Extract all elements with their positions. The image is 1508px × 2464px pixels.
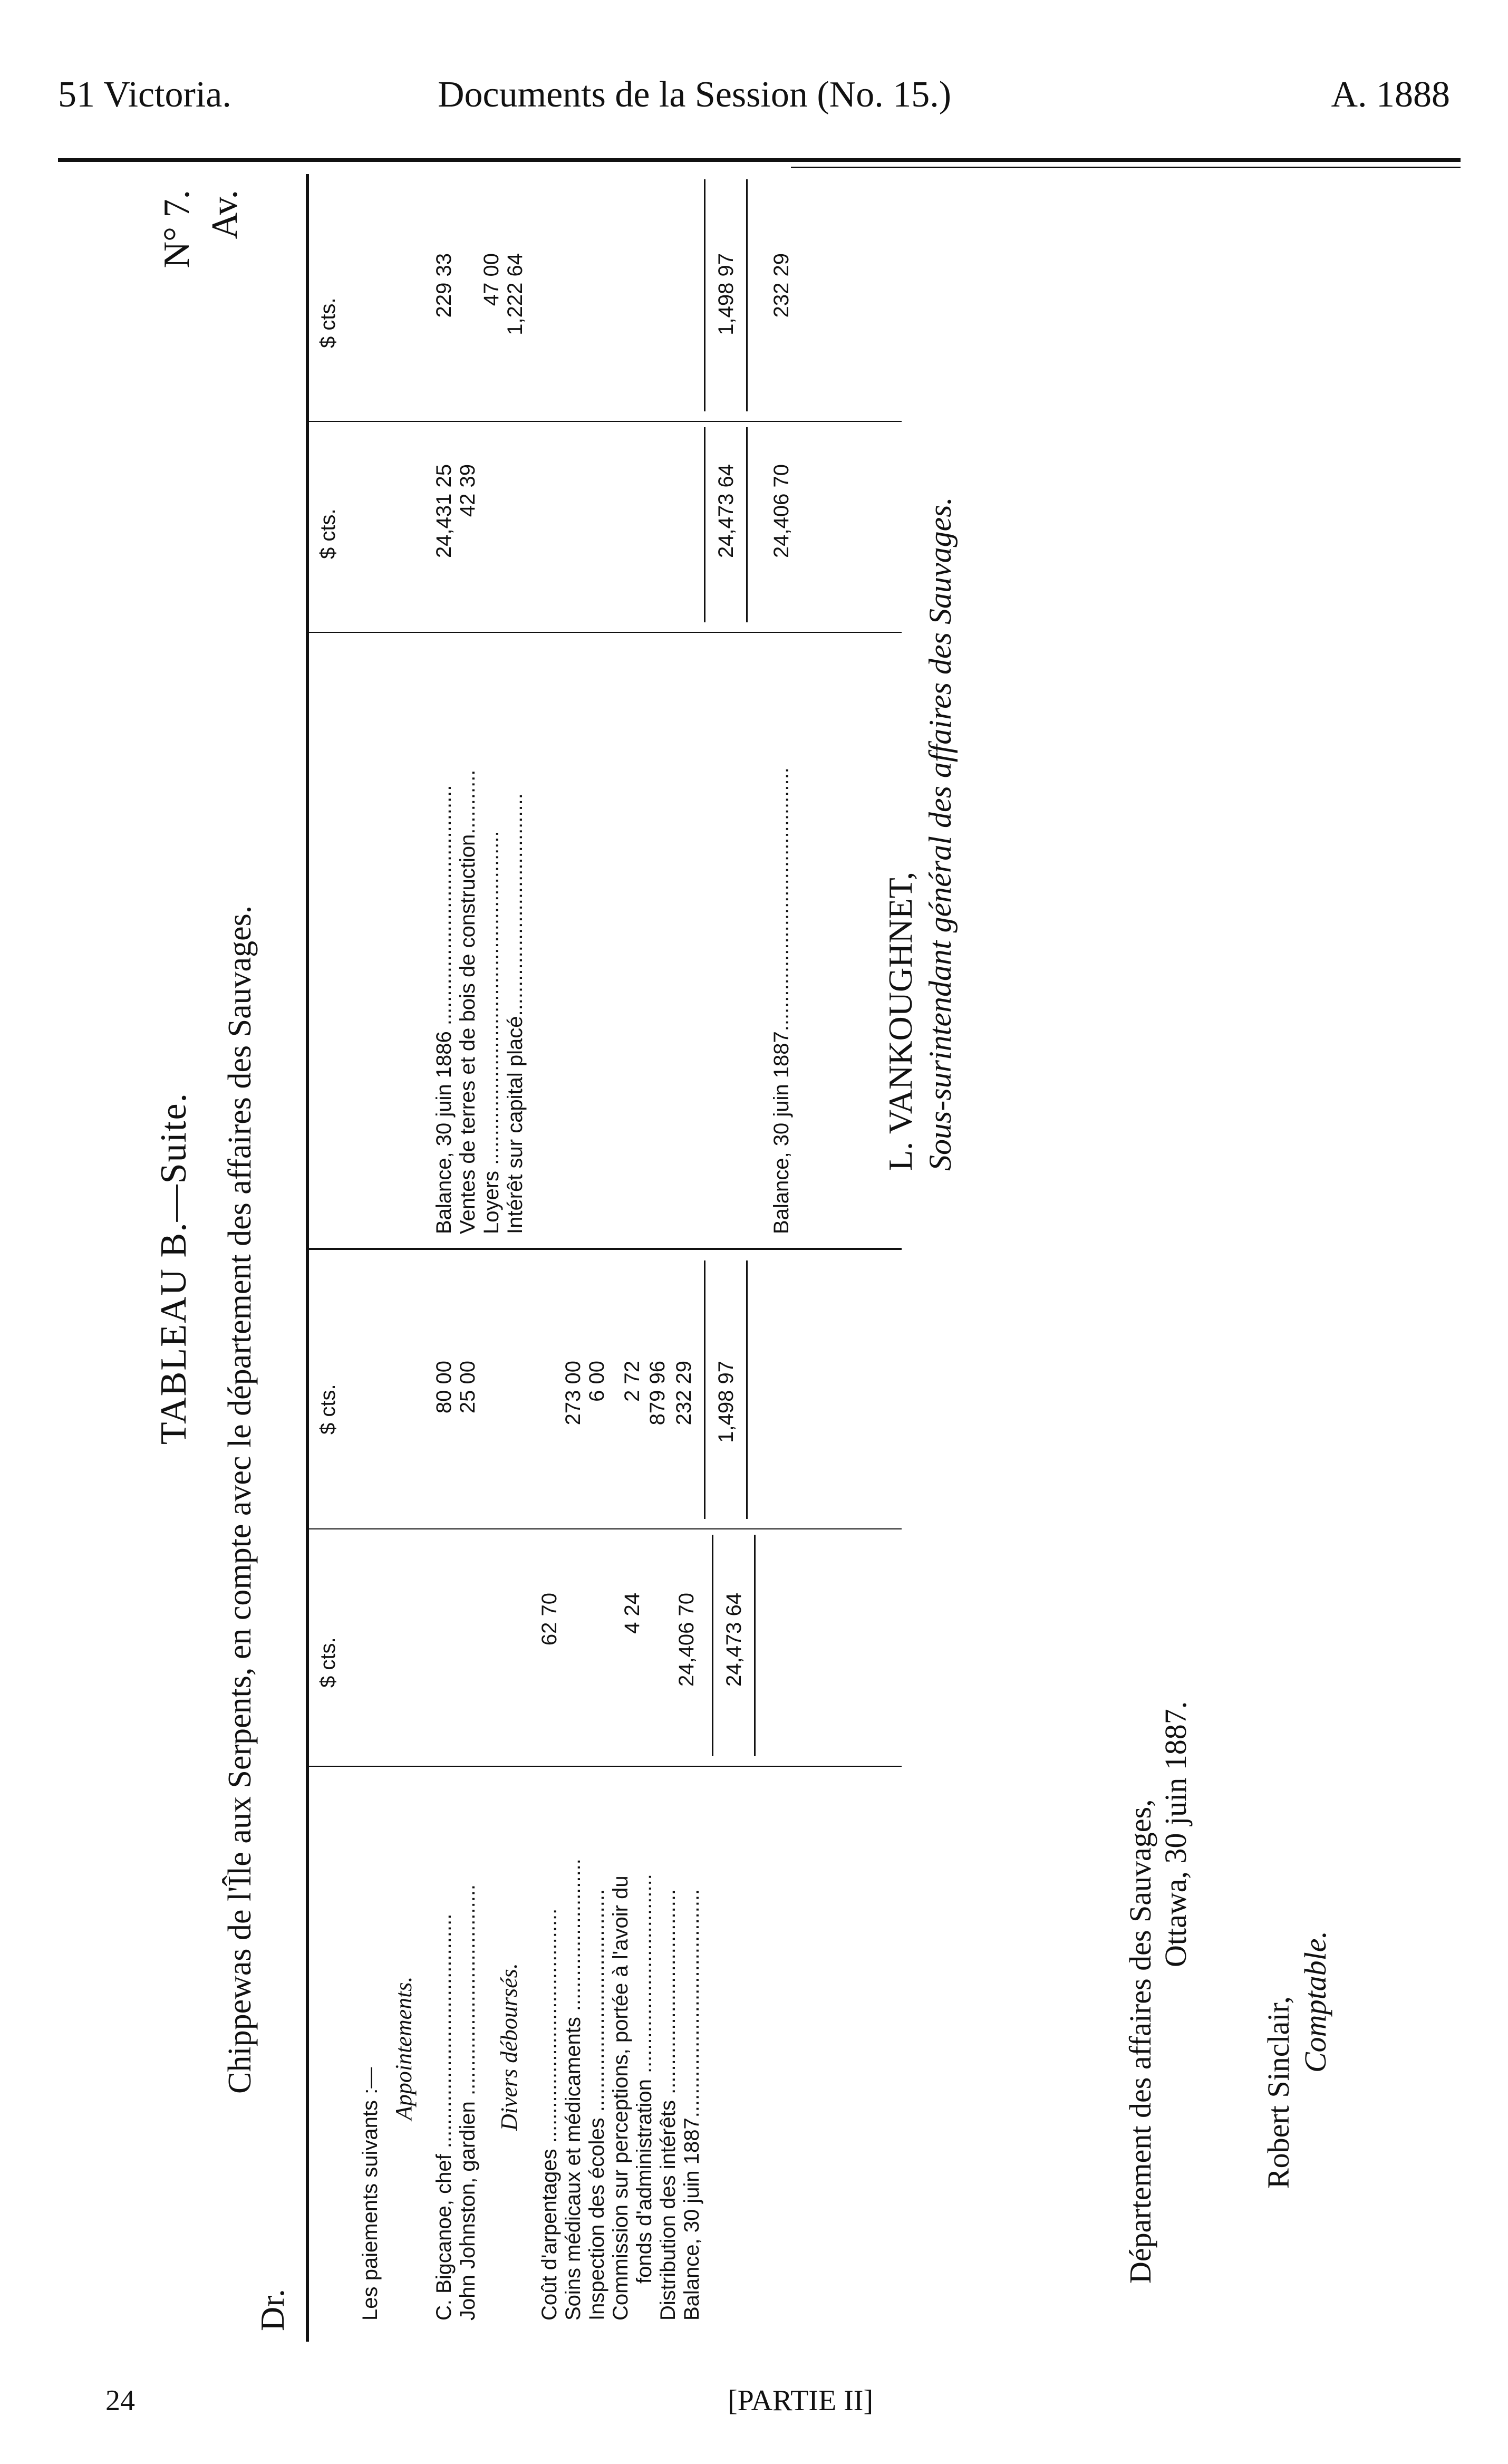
running-header — [58, 74, 1450, 121]
debit-row: Inspection des écoles ...................................... — [585, 1889, 608, 2321]
credit-outer-header: $ cts. — [316, 297, 340, 348]
debit-row-outer: 25 00 — [456, 1361, 479, 1414]
credit-balance-outer: 232 29 — [770, 253, 793, 318]
debit-outer-total-rule — [704, 1260, 705, 1519]
credit-row: Ventes de terres et de bois de construction........... — [456, 769, 479, 1234]
side-label: Av. — [205, 190, 245, 239]
debit-row: fonds d'administration .................................. — [633, 1874, 656, 2284]
page-number: 24 — [105, 2384, 135, 2417]
debit-row: Balance, 30 juin 1887....................................... — [680, 1889, 703, 2321]
debit-row: Coût d'arpentages ........................................ — [538, 1908, 561, 2321]
credit-total-outer: 1,498 97 — [714, 253, 738, 335]
credit-inner-header: $ cts. — [316, 508, 340, 559]
credit-label-divider — [306, 632, 902, 633]
credit-row: Balance, 30 juin 1886 ......................................... — [432, 785, 456, 1234]
debit-row-outer: 273 00 — [562, 1361, 585, 1426]
debit-inner-total-rule — [712, 1535, 713, 1756]
debit-row-outer: 2 72 — [621, 1361, 644, 1402]
debit-row-outer: 6 00 — [585, 1361, 608, 1402]
table-title: TABLEAU B.—Suite. — [153, 1092, 194, 1445]
credit-outer-total-rule — [704, 179, 705, 411]
header-year: A. 1888 — [1331, 74, 1450, 115]
credit-row-inner: 24,431 25 — [432, 464, 456, 558]
page-footer — [105, 2384, 1424, 2421]
debit-label: Dr. — [254, 2289, 291, 2331]
credit-col-divider — [306, 421, 902, 422]
debit-inner-header: $ cts. — [316, 1637, 340, 1688]
department-dateline — [1123, 1701, 1193, 2284]
credit-balance-label: Balance, 30 juin 1887............................................. — [770, 767, 793, 1234]
credit-row-outer: 1,222 64 — [504, 253, 527, 335]
signature-name: L. VANKOUGHNET, — [882, 871, 919, 1171]
department-name: Département des affaires des Sauvages, — [1123, 1799, 1157, 2284]
debit-section-misc: Divers déboursés. — [496, 1963, 522, 2131]
credit-row-outer: 47 00 — [480, 253, 503, 306]
debit-section-appointments: Appointements. — [391, 1976, 417, 2120]
rotated-table-page — [132, 174, 1476, 2363]
header-volume: 51 Victoria. — [58, 74, 231, 115]
credit-outer-total-rule-bottom — [746, 179, 748, 411]
table-number: N° 7. — [157, 190, 197, 268]
credit-row-inner: 42 39 — [456, 464, 479, 517]
signature-superintendent — [881, 497, 959, 1171]
debit-row-inner: 62 70 — [538, 1593, 561, 1646]
signature-name: Robert Sinclair, — [1261, 1996, 1296, 2189]
debit-row-outer: 879 96 — [646, 1361, 669, 1426]
part-label: [PARTIE II] — [728, 2384, 874, 2417]
debit-row: Distribution des intérêts ................................... — [656, 1889, 680, 2321]
debit-row-outer: 232 29 — [672, 1361, 695, 1426]
debit-row-outer: 80 00 — [432, 1361, 456, 1414]
center-divider — [306, 1248, 902, 1250]
header-title: Documents de la Session (No. 15.) — [438, 74, 952, 115]
debit-outer-total-rule-bottom — [746, 1260, 748, 1519]
debit-inner-total-rule-bottom — [754, 1535, 756, 1756]
account-title: Chippewas de l'Île aux Serpents, en compte avec le département des affaires des Sauvages. — [222, 905, 258, 2094]
table-top-rule — [306, 174, 309, 2342]
debit-row: John Johnston, gardien .................................... — [456, 1884, 479, 2321]
credit-total-inner: 24,473 64 — [714, 464, 738, 558]
debit-total-inner: 24,473 64 — [722, 1593, 746, 1687]
department-date: Ottawa, 30 juin 1887. — [1158, 1701, 1193, 1967]
debit-outer-header: $ cts. — [316, 1384, 340, 1435]
ledger-table — [306, 174, 902, 2342]
header-rule — [58, 158, 1461, 162]
debit-row: Soins médicaux et médicaments .......................... — [562, 1859, 585, 2321]
debit-row-inner: 24,406 70 — [675, 1593, 698, 1687]
credit-row-outer: 229 33 — [432, 253, 456, 318]
header-rule-secondary — [791, 167, 1461, 168]
signature-accountant — [1260, 1931, 1333, 2189]
credit-inner-total-rule-bottom — [746, 427, 748, 622]
debit-row: C. Bigcanoe, chef ........................................ — [432, 1913, 456, 2321]
signature-title: Sous-surintendant général des affaires des Sauvages. — [922, 497, 958, 1171]
credit-row: Loyers ......................................................... — [480, 831, 503, 1234]
signature-title: Comptable. — [1298, 1930, 1332, 2073]
credit-inner-total-rule — [704, 427, 705, 622]
debit-label-divider — [306, 1766, 902, 1767]
debit-total-outer: 1,498 97 — [714, 1361, 738, 1443]
debit-row-inner: 4 24 — [621, 1593, 644, 1634]
debit-col-divider — [306, 1528, 902, 1529]
credit-row: Intérêt sur capital placé...................................... — [504, 793, 527, 1234]
credit-balance-inner: 24,406 70 — [770, 464, 793, 558]
debit-intro: Les paiements suivants :— — [359, 2067, 382, 2321]
debit-row: Commission sur perceptions, portée à l'avoir du — [609, 1875, 632, 2321]
